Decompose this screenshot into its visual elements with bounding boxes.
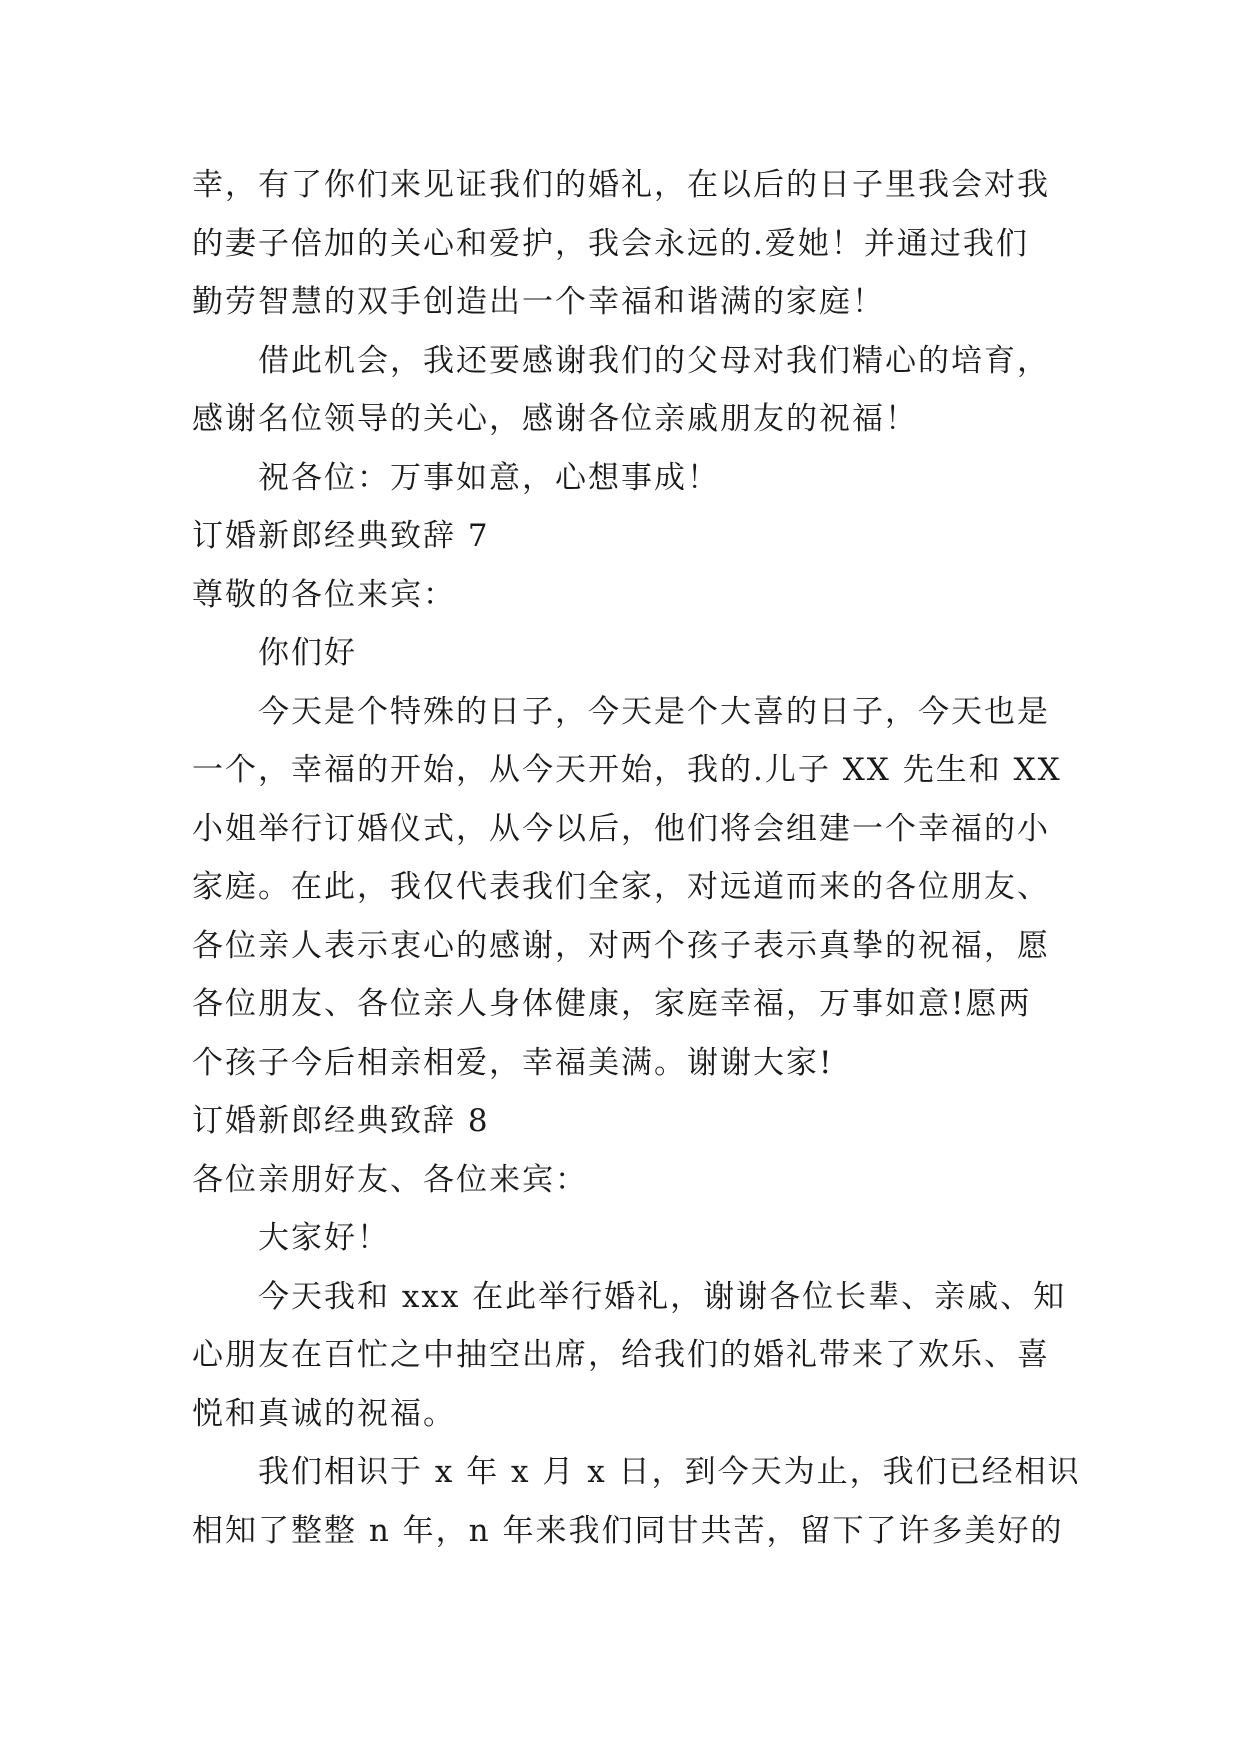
document-body: [192, 156, 1081, 1560]
section-heading: 订婚新郎经典致辞 7: [192, 518, 490, 554]
paragraph-start-line: 今天是个特殊的日子，今天是个大喜的日子，今天也是: [258, 693, 1050, 730]
paragraph-start-line: 今天我和 xxx 在此举行婚礼，谢谢各位长辈、亲戚、知: [258, 1278, 1067, 1315]
salutation-line: 尊敬的各位来宾：: [192, 576, 456, 613]
salutation-line: 各位亲朋好友、各位来宾：: [192, 1161, 588, 1198]
text-line: 勤劳智慧的双手创造出一个幸福和谐满的家庭！: [192, 284, 885, 320]
text-line: 幸，有了你们来见证我们的婚礼，在以后的日子里我会对我: [192, 167, 1050, 203]
paragraph-start-line: 我们相识于 x 年 x 月 x 日，到今天为止，我们已经相识: [258, 1454, 1081, 1490]
text-line: 个孩子今后相亲相爱，幸福美满。谢谢大家!: [192, 1044, 834, 1081]
section-heading: 订婚新郎经典致辞 8: [192, 1103, 490, 1139]
greeting-line: 你们好: [258, 635, 357, 671]
text-line: 感谢名位领导的关心，感谢各位亲戚朋友的祝福！: [192, 401, 918, 437]
text-line: 小姐举行订婚仪式，从今以后，他们将会组建一个幸福的小: [192, 810, 1050, 847]
greeting-line: 大家好！: [258, 1220, 390, 1256]
text-line: 悦和真诚的祝福。: [192, 1395, 456, 1432]
paragraph-start-line: 借此机会，我还要感谢我们的父母对我们精心的培育，: [258, 342, 1050, 379]
text-line: 相知了整整 n 年，n 年来我们同甘共苦，留下了许多美好的: [192, 1512, 1064, 1549]
text-line: 心朋友在百忙之中抽空出席，给我们的婚礼带来了欢乐、喜: [192, 1337, 1050, 1373]
text-line: 家庭。在此，我仅代表我们全家，对远道而来的各位朋友、: [192, 869, 1050, 905]
text-line: 各位朋友、各位亲人身体健康，家庭幸福，万事如意!愿两: [192, 986, 1032, 1022]
text-line: 的妻子倍加的关心和爱护，我会永远的.爱她！并通过我们: [192, 225, 1029, 262]
text-line: 各位亲人表示衷心的感谢，对两个孩子表示真挚的祝福，愿: [192, 927, 1050, 964]
paragraph-start-line: 祝各位：万事如意，心想事成！: [258, 459, 720, 496]
text-line: 一个，幸福的开始，从今天开始，我的.儿子 XX 先生和 XX: [192, 752, 1062, 788]
